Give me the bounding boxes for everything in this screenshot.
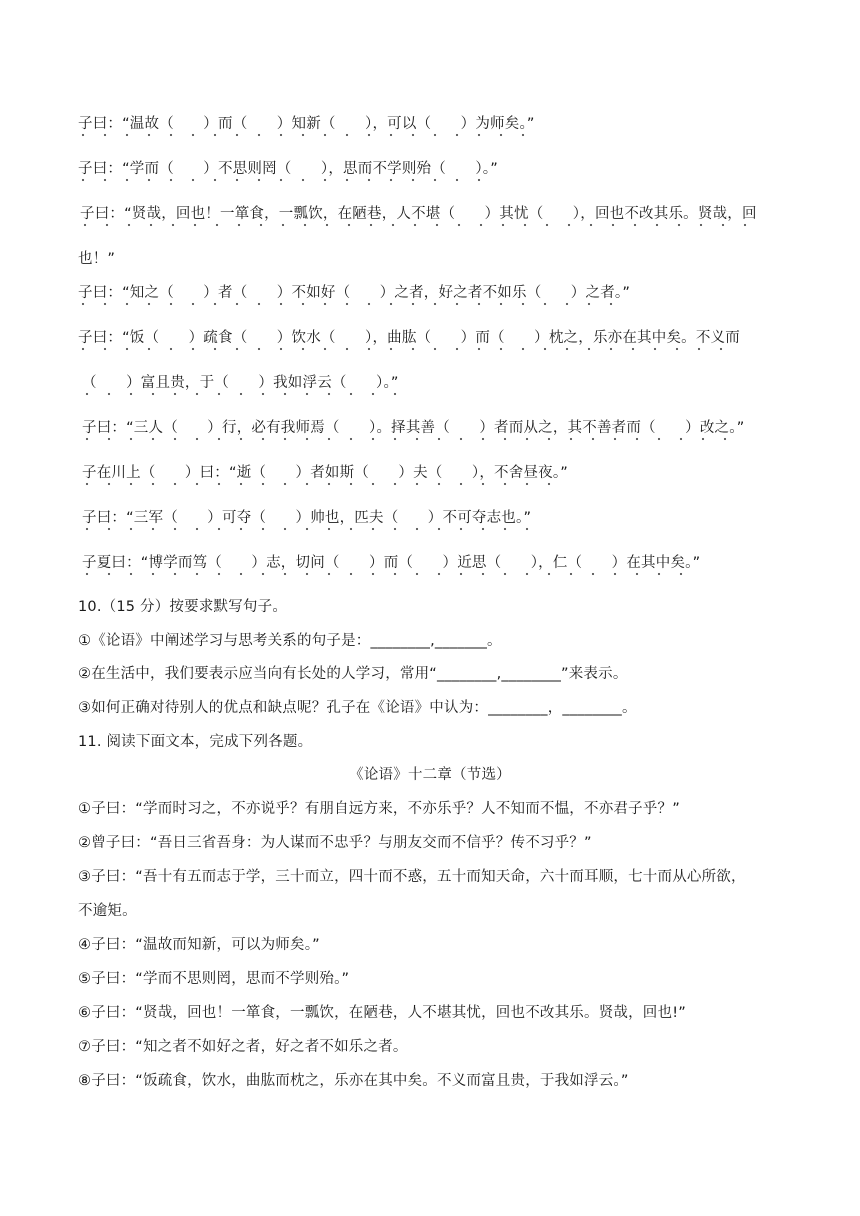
passage-paragraph: ③子曰：“吾十有五而志于学，三十而立，四十而不惑，五十而知天命，六十而耳顺，七十而从心所欲， xyxy=(78,869,746,885)
passage-paragraph: ⑤子曰：“学而不思则罔，思而不学则殆。” xyxy=(78,971,350,987)
fill-in-line: 子夏曰：“博学而笃（ ）志，切问（ ）而（ ）近思（ ），仁（ ）在其中矣。” xyxy=(82,553,700,577)
fill-in-line: 子曰：“三人（ ）行，必有我师焉（ ）。择其善（ ）者而从之，其不善者而（ ）改之。” xyxy=(82,418,744,442)
fill-in-line: 子曰：“三军（ ）可夺（ ）帅也，匹夫（ ）不可夺志也。” xyxy=(82,508,531,532)
passage-paragraph: ①子曰：“学而时习之，不亦说乎？有朋自远方来，不亦乐乎？人不知而不愠，不亦君子乎？” xyxy=(78,801,680,817)
fill-in-line: 子曰：“学而（ ）不思则罔（ ），思而不学则殆（ ）。” xyxy=(78,159,498,183)
fill-in-line: 也！” xyxy=(78,251,116,267)
passage-paragraph: ⑥子曰：“贤哉，回也！一箪食，一瓢饮，在陋巷，人不堪其忧，回也不改其乐。贤哉，回也!” xyxy=(78,1005,686,1021)
passage-paragraph: ④子曰：“温故而知新，可以为师矣。” xyxy=(78,937,320,953)
question-10-heading: 10.（15 分）按要求默写句子。 xyxy=(78,599,288,615)
fill-in-line: 子曰：“温故（ ）而（ ）知新（ ），可以（ ）为师矣。” xyxy=(78,114,535,138)
question-10-item: ②在生活中，我们要表示应当向有长处的人学习，常用“________,________”来表示。 xyxy=(78,666,628,682)
passage-paragraph: ⑧子曰：“饭疏食，饮水，曲肱而枕之，乐亦在其中矣。不义而富且贵，于我如浮云。” xyxy=(78,1073,629,1089)
passage-paragraph: ⑦子曰：“知之者不如好之者，好之者不如乐之者。 xyxy=(78,1039,408,1055)
passage-title: 《论语》十二章（节选） xyxy=(349,767,511,783)
passage-paragraph: 不逾矩。 xyxy=(78,903,137,919)
passage-paragraph: ②曾子曰：“吾日三省吾身：为人谋而不忠乎？与朋友交而不信乎？传不习乎？” xyxy=(78,835,592,851)
fill-in-line: 子曰：“贤哉，回也！一箪食，一瓢饮，在陋巷，人不堪（ ）其忧（ ），回也不改其乐。贤哉，回 xyxy=(80,204,757,228)
question-10-item: ①《论语》中阐述学习与思考关系的句子是：________,_______。 xyxy=(78,633,502,649)
question-10-item: ③如何正确对待别人的优点和缺点呢？孔子在《论语》中认为：________，________。 xyxy=(78,700,637,716)
fill-in-line: （ ）富且贵，于（ ）我如浮云（ ）。” xyxy=(82,373,399,397)
fill-in-line: 子曰：“饭（ ）疏食（ ）饮水（ ），曲肱（ ）而（ ）枕之，乐亦在其中矣。不义而 xyxy=(78,328,740,352)
fill-in-line: 子曰：“知之（ ）者（ ）不如好（ ）之者，好之者不如乐（ ）之者。” xyxy=(78,283,630,307)
question-11-heading: 11. 阅读下面文本，完成下列各题。 xyxy=(78,734,313,750)
fill-in-line: 子在川上（ ）曰：“逝（ ）者如斯（ ）夫（ ），不舍昼夜。” xyxy=(82,463,568,487)
